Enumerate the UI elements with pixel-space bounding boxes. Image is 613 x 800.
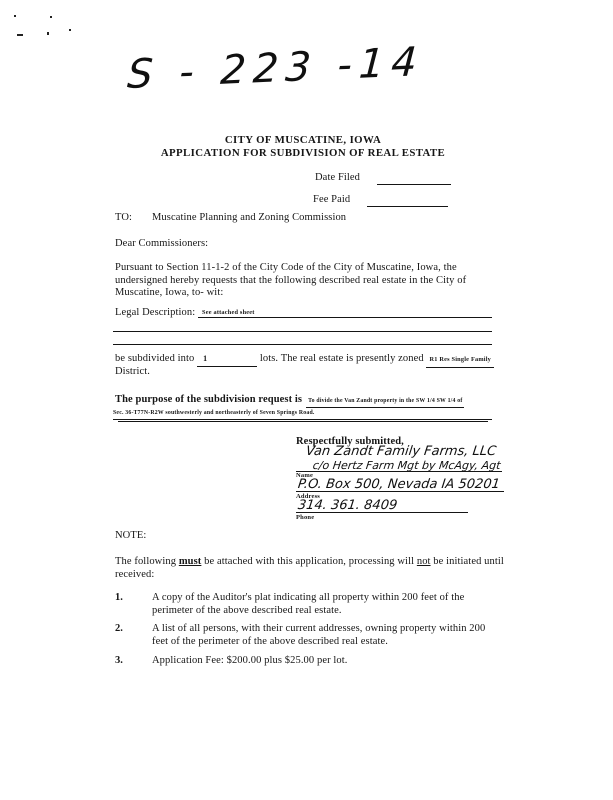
address-label: Address xyxy=(296,493,321,500)
subdivision-middle: lots. The real estate is presently zoned xyxy=(259,353,424,364)
subdivision-prefix: be subdivided into xyxy=(115,353,195,364)
date-filed-field xyxy=(377,184,451,185)
zoning-value: R1 Res Single Family xyxy=(429,356,492,363)
signature-address: P.O. Box 500, Nevada IA 50201 xyxy=(297,477,501,492)
salutation: Dear Commissioners: xyxy=(115,238,209,249)
phone-field-line xyxy=(296,512,468,513)
legal-description-line-3 xyxy=(113,344,492,345)
address-field-line xyxy=(296,491,504,492)
to-label: TO: xyxy=(115,212,133,223)
purpose-value-line-1: To divide the Van Zandt property in the SW 1/4 SW 1/4 of xyxy=(308,398,463,404)
title-line-1: CITY OF MUSCATINE, IOWA xyxy=(224,134,382,146)
requirement-text: A list of all persons, with their current addresses, owning property within 200 feet of the perimeter of the above described real estate. xyxy=(152,623,486,647)
fee-paid-label: Fee Paid xyxy=(313,194,351,205)
name-label: Name xyxy=(296,472,314,479)
signature-phone: 314. 361. 8409 xyxy=(297,498,399,513)
subdivision-sentence xyxy=(115,353,494,368)
note-text-1: The following xyxy=(115,556,179,567)
legal-description-value: See attached sheet xyxy=(202,309,255,316)
zoning-field xyxy=(426,353,494,368)
note-paragraph xyxy=(115,556,505,581)
purpose-field-2 xyxy=(113,401,492,420)
purpose-line-3 xyxy=(118,421,488,422)
note-underline-must: must xyxy=(178,556,202,567)
requirement-text: A copy of the Auditor's plat indicating all property within 200 feet of the perimeter of the above described real estate. xyxy=(152,592,465,616)
purpose-value-line-2: Sec. 36-T77N-R2W southwesterly and northeasterly of Seven Springs Road. xyxy=(113,410,315,416)
requirement-number: 2. xyxy=(115,623,123,634)
to-value: Muscatine Planning and Zoning Commission xyxy=(152,212,347,223)
legal-description-line-2 xyxy=(113,331,492,332)
date-filed-label: Date Filed xyxy=(315,172,361,183)
name-field-line xyxy=(296,471,502,472)
purpose-label: The purpose of the subdivision request is xyxy=(115,394,303,405)
signature-name-line-2: c/o Hertz Farm Mgt by McAgy, Agt xyxy=(312,459,502,472)
subdivision-suffix: District. xyxy=(115,366,151,377)
note-underline-not: not xyxy=(416,556,431,567)
legal-description-line-1 xyxy=(198,317,492,318)
phone-label: Phone xyxy=(296,514,315,521)
requirement-number: 3. xyxy=(115,655,123,666)
respectfully-submitted: Respectfully submitted, xyxy=(296,436,404,447)
note-text-2: be attached with this application, processing will xyxy=(201,556,417,567)
note-label: NOTE: xyxy=(115,530,147,541)
lots-value: 1 xyxy=(203,354,208,363)
requirement-number: 1. xyxy=(115,592,123,603)
note-text-3: be initiated until received: xyxy=(115,556,504,580)
legal-description-label: Legal Description: xyxy=(115,307,196,318)
title-line-2: APPLICATION FOR SUBDIVISION OF REAL ESTATE xyxy=(160,147,446,159)
requirement-text: Application Fee: $200.00 plus $25.00 per lot. xyxy=(152,655,348,666)
signature-name-line-1: Van Zandt Family Farms, LLC xyxy=(305,444,498,459)
document-title xyxy=(113,134,493,160)
case-number-handwriting: S - 223 -14 xyxy=(126,38,426,98)
lots-field xyxy=(197,353,257,367)
fee-paid-field xyxy=(367,206,448,207)
intro-paragraph: Pursuant to Section 11-1-2 of the City Code of the City of Muscatine, Iowa, the undersigned hereby requests that the following described real estate in the City of Muscatine, Iowa, to- wit: xyxy=(115,262,467,298)
